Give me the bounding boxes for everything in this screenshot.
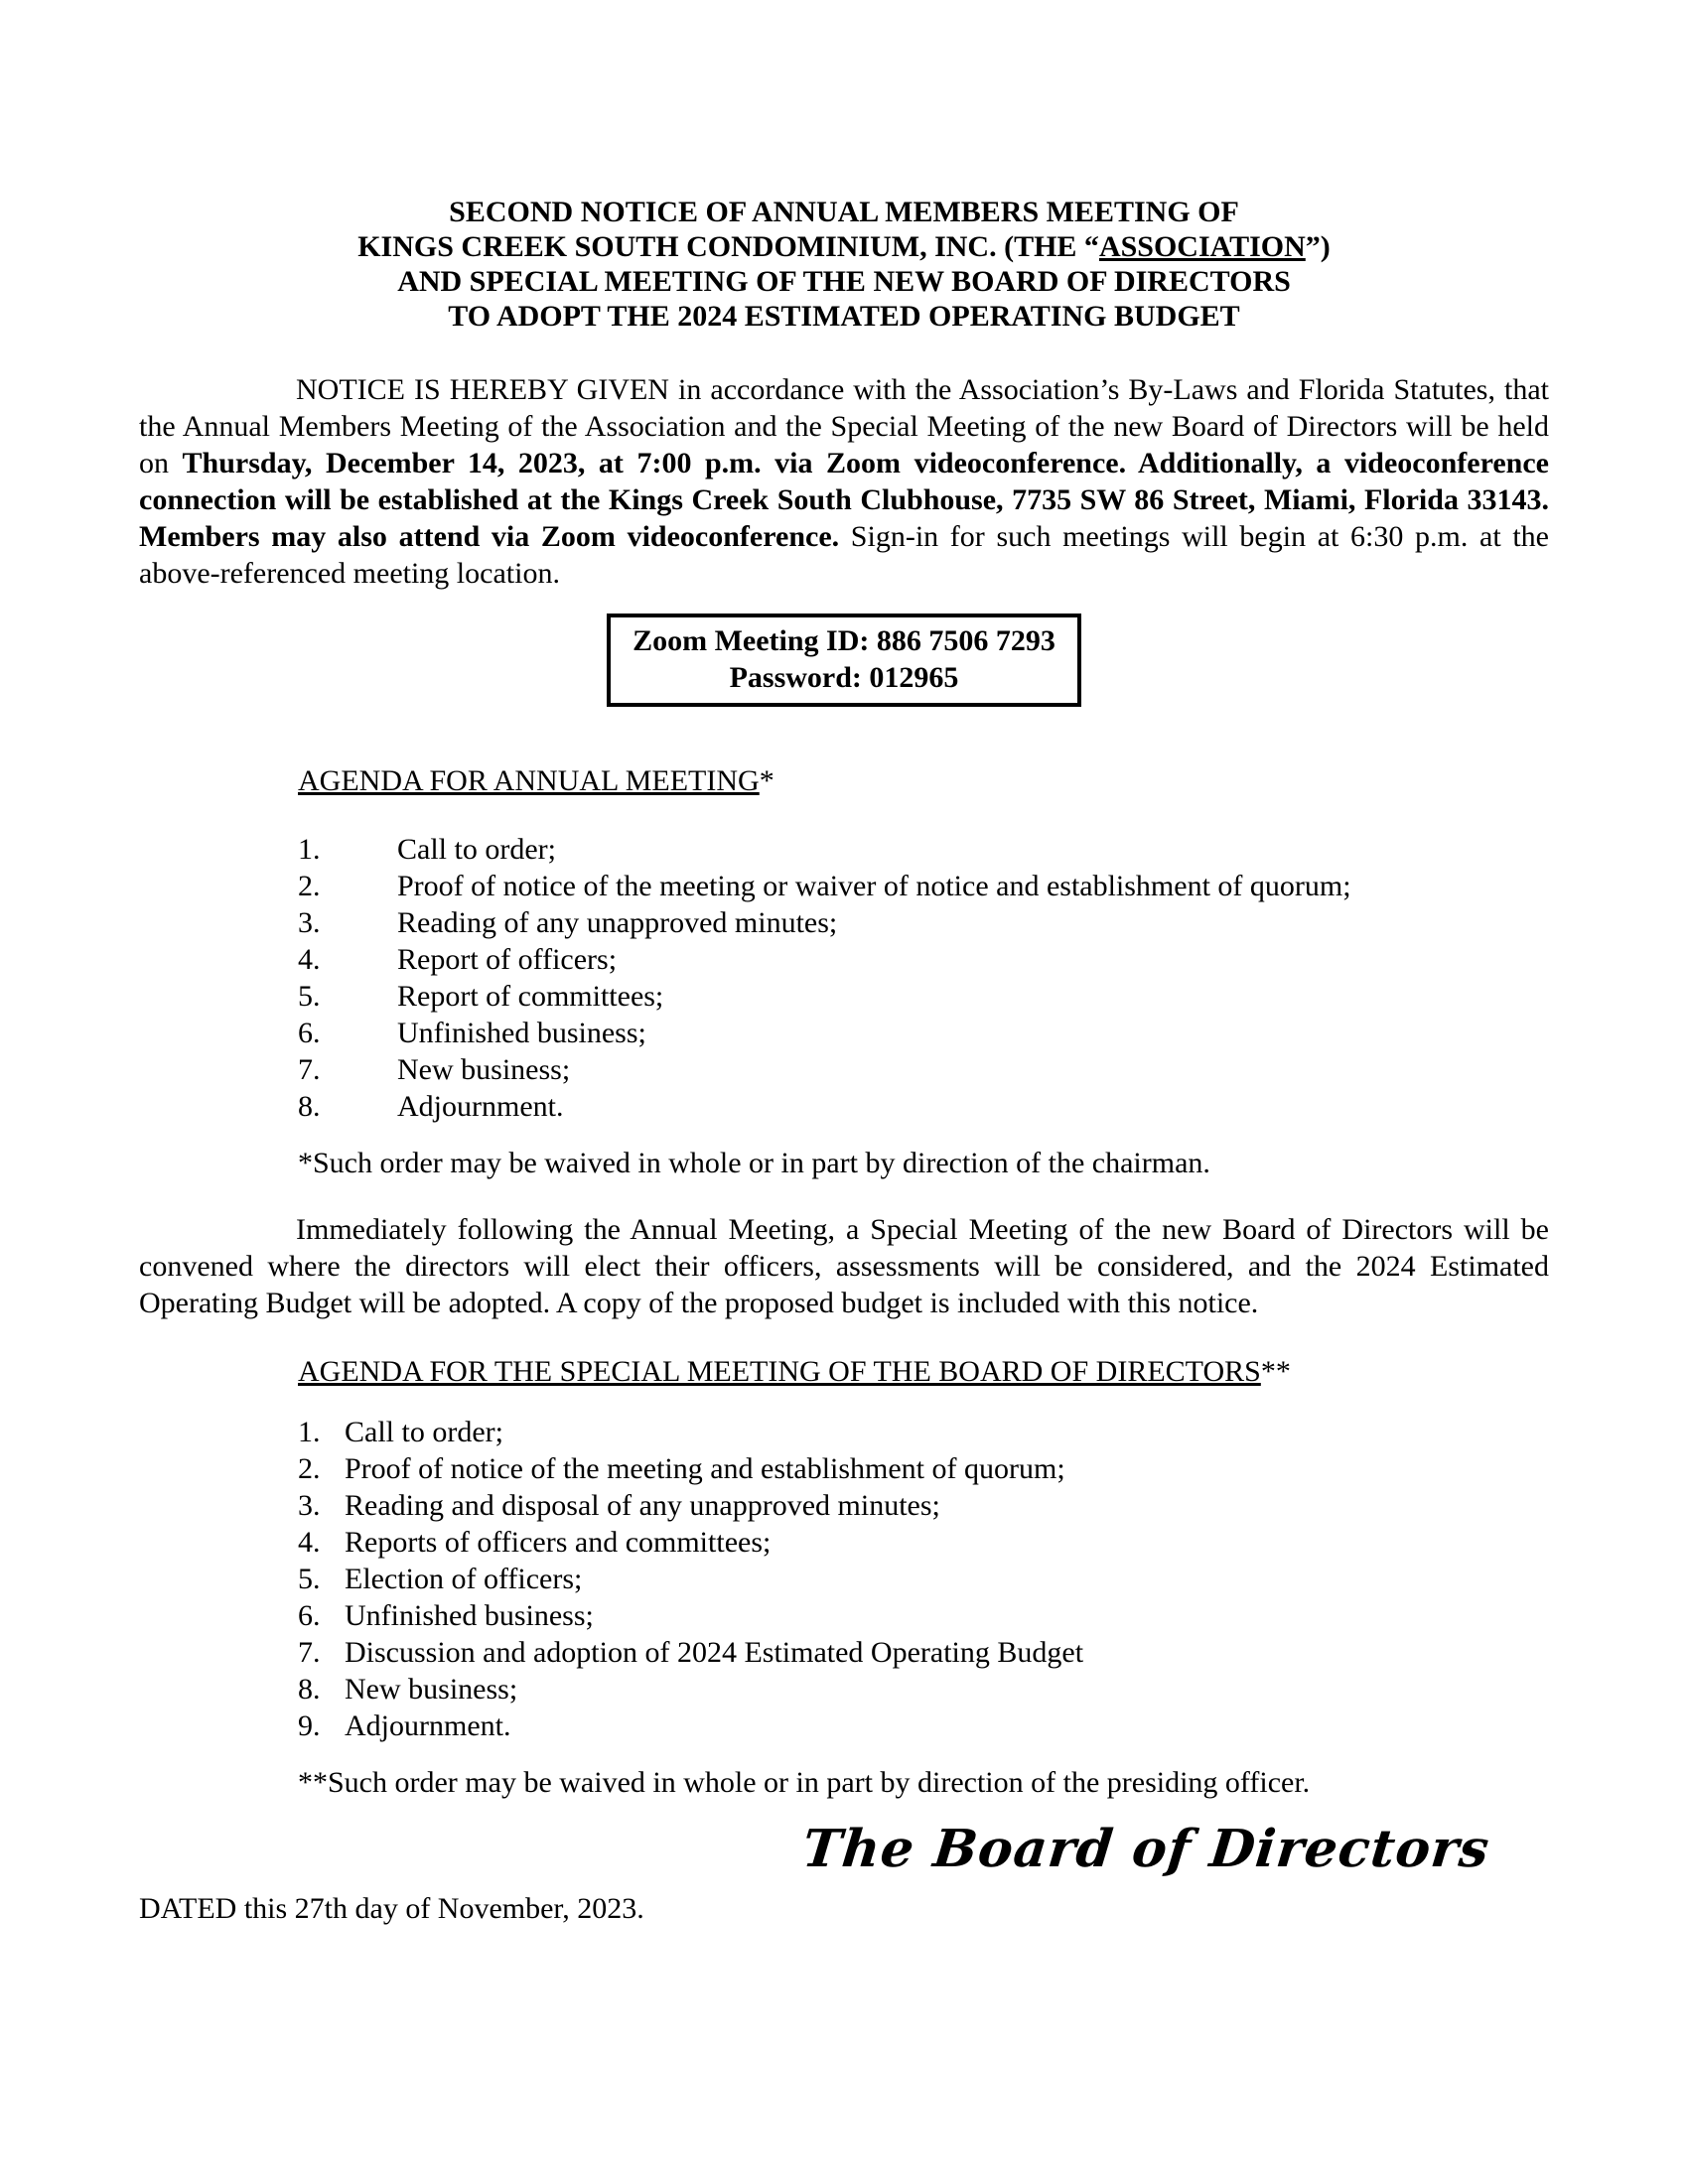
item-text: Unfinished business; xyxy=(345,1599,594,1632)
item-number: 4. xyxy=(298,1526,321,1559)
list-item xyxy=(139,1707,1549,1744)
item-number: 6. xyxy=(298,1017,321,1049)
zoom-password-line: Password: 012965 xyxy=(729,661,959,694)
title-line-2 xyxy=(139,229,1549,264)
item-text: Reading and disposal of any unapproved minutes; xyxy=(345,1489,940,1522)
item-number: 1. xyxy=(298,833,321,866)
annual-agenda-heading-asterisk: * xyxy=(759,764,774,797)
zoom-meeting-id-line: Zoom Meeting ID: 886 7506 7293 xyxy=(633,624,1055,657)
list-item xyxy=(139,1450,1549,1487)
special-agenda-list xyxy=(139,1414,1549,1744)
item-text: Report of officers; xyxy=(397,943,618,976)
annual-agenda-footnote: *Such order may be waived in whole or in part by direction of the chairman. xyxy=(298,1147,1210,1179)
list-item xyxy=(139,831,1549,868)
item-number: 8. xyxy=(298,1090,321,1123)
list-item xyxy=(139,1561,1549,1597)
zoom-meeting-info-box xyxy=(607,614,1081,707)
item-number: 8. xyxy=(298,1673,321,1706)
document-title xyxy=(139,195,1549,334)
notice-paragraph-bold-meeting-details: Thursday, December 14, 2023, at 7:00 p.m. via Zoom videoconference. Additionally, a videoconference connection will be established at the Kings Creek South Clubhouse, 7735 SW 86 Street, Miami, Florida 33143. Members may also attend via Zoom videoconference. xyxy=(139,447,1549,553)
board-of-directors-signature: The Board of Directors xyxy=(799,1819,1493,1879)
title-line-3: AND SPECIAL MEETING OF THE NEW BOARD OF DIRECTORS xyxy=(397,265,1291,298)
list-item xyxy=(139,1524,1549,1561)
document-content xyxy=(139,0,1549,1927)
item-number: 7. xyxy=(298,1053,321,1086)
title-line-2-post: ”) xyxy=(1305,230,1331,263)
list-item xyxy=(139,904,1549,941)
list-item xyxy=(139,941,1549,978)
list-item xyxy=(139,1671,1549,1707)
item-number: 2. xyxy=(298,1452,321,1485)
list-item xyxy=(139,1414,1549,1450)
item-text: Reports of officers and committees; xyxy=(345,1526,772,1559)
item-text: Unfinished business; xyxy=(397,1017,646,1049)
item-text: Adjournment. xyxy=(397,1090,564,1123)
item-number: 3. xyxy=(298,906,321,939)
item-text: Proof of notice of the meeting and establishment of quorum; xyxy=(345,1452,1065,1485)
item-text: New business; xyxy=(345,1673,518,1706)
item-number: 4. xyxy=(298,943,321,976)
item-text: Reading of any unapproved minutes; xyxy=(397,906,838,939)
item-text: Report of committees; xyxy=(397,980,664,1013)
annual-agenda-heading-text: AGENDA FOR ANNUAL MEETING xyxy=(298,764,760,797)
item-number: 9. xyxy=(298,1709,321,1742)
title-line-4: TO ADOPT THE 2024 ESTIMATED OPERATING BUDGET xyxy=(448,300,1240,333)
list-item xyxy=(139,1597,1549,1634)
special-agenda-footnote: **Such order may be waived in whole or in part by direction of the presiding officer. xyxy=(298,1766,1311,1799)
notice-paragraph-start: NOTICE IS HEREBY GIVEN in accordance with the Association’s By-Laws and Florida Statutes, that the Annual Members Meeting of the Association and the Special Meeting of the new Board of Directors will be held on xyxy=(139,373,1549,479)
list-item xyxy=(139,1634,1549,1671)
annual-agenda-list xyxy=(139,831,1549,1125)
item-number: 3. xyxy=(298,1489,321,1522)
dated-line: DATED this 27th day of November, 2023. xyxy=(139,1892,644,1925)
item-number: 5. xyxy=(298,980,321,1013)
item-text: Discussion and adoption of 2024 Estimated Operating Budget xyxy=(345,1636,1084,1669)
list-item xyxy=(139,1051,1549,1088)
annual-agenda-heading xyxy=(298,762,1549,799)
list-item xyxy=(139,1487,1549,1524)
list-item xyxy=(139,1015,1549,1051)
item-number: 2. xyxy=(298,870,321,902)
association-underlined-text: ASSOCIATION xyxy=(1098,230,1306,263)
notice-paragraph-end: Sign-in for such meetings will begin at 6:30 p.m. at the above-referenced meeting location. xyxy=(139,520,1549,590)
item-text: Adjournment. xyxy=(345,1709,511,1742)
list-item xyxy=(139,1088,1549,1125)
special-meeting-paragraph: Immediately following the Annual Meeting, a Special Meeting of the new Board of Directors will be convened where the directors will elect their officers, assessments will be considered, and the 2024 Estimated Operating Budget will be adopted. A copy of the proposed budget is included with this notice. xyxy=(139,1213,1549,1319)
title-line-1: SECOND NOTICE OF ANNUAL MEMBERS MEETING OF xyxy=(449,196,1239,228)
special-agenda-heading-text: AGENDA FOR THE SPECIAL MEETING OF THE BOARD OF DIRECTORS xyxy=(298,1355,1261,1388)
list-item xyxy=(139,868,1549,904)
list-item xyxy=(139,978,1549,1015)
item-number: 5. xyxy=(298,1563,321,1595)
title-line-2-pre: KINGS CREEK SOUTH CONDOMINIUM, INC. (THE “ xyxy=(357,230,1099,263)
item-text: Proof of notice of the meeting or waiver of notice and establishment of quorum; xyxy=(397,870,1351,902)
item-number: 1. xyxy=(298,1416,321,1448)
item-text: Election of officers; xyxy=(345,1563,583,1595)
notice-paragraph xyxy=(139,371,1549,592)
item-text: Call to order; xyxy=(397,833,556,866)
item-number: 7. xyxy=(298,1636,321,1669)
special-agenda-heading xyxy=(298,1353,1549,1390)
item-text: New business; xyxy=(397,1053,571,1086)
special-agenda-heading-asterisks: ** xyxy=(1260,1355,1291,1388)
item-text: Call to order; xyxy=(345,1416,503,1448)
item-number: 6. xyxy=(298,1599,321,1632)
